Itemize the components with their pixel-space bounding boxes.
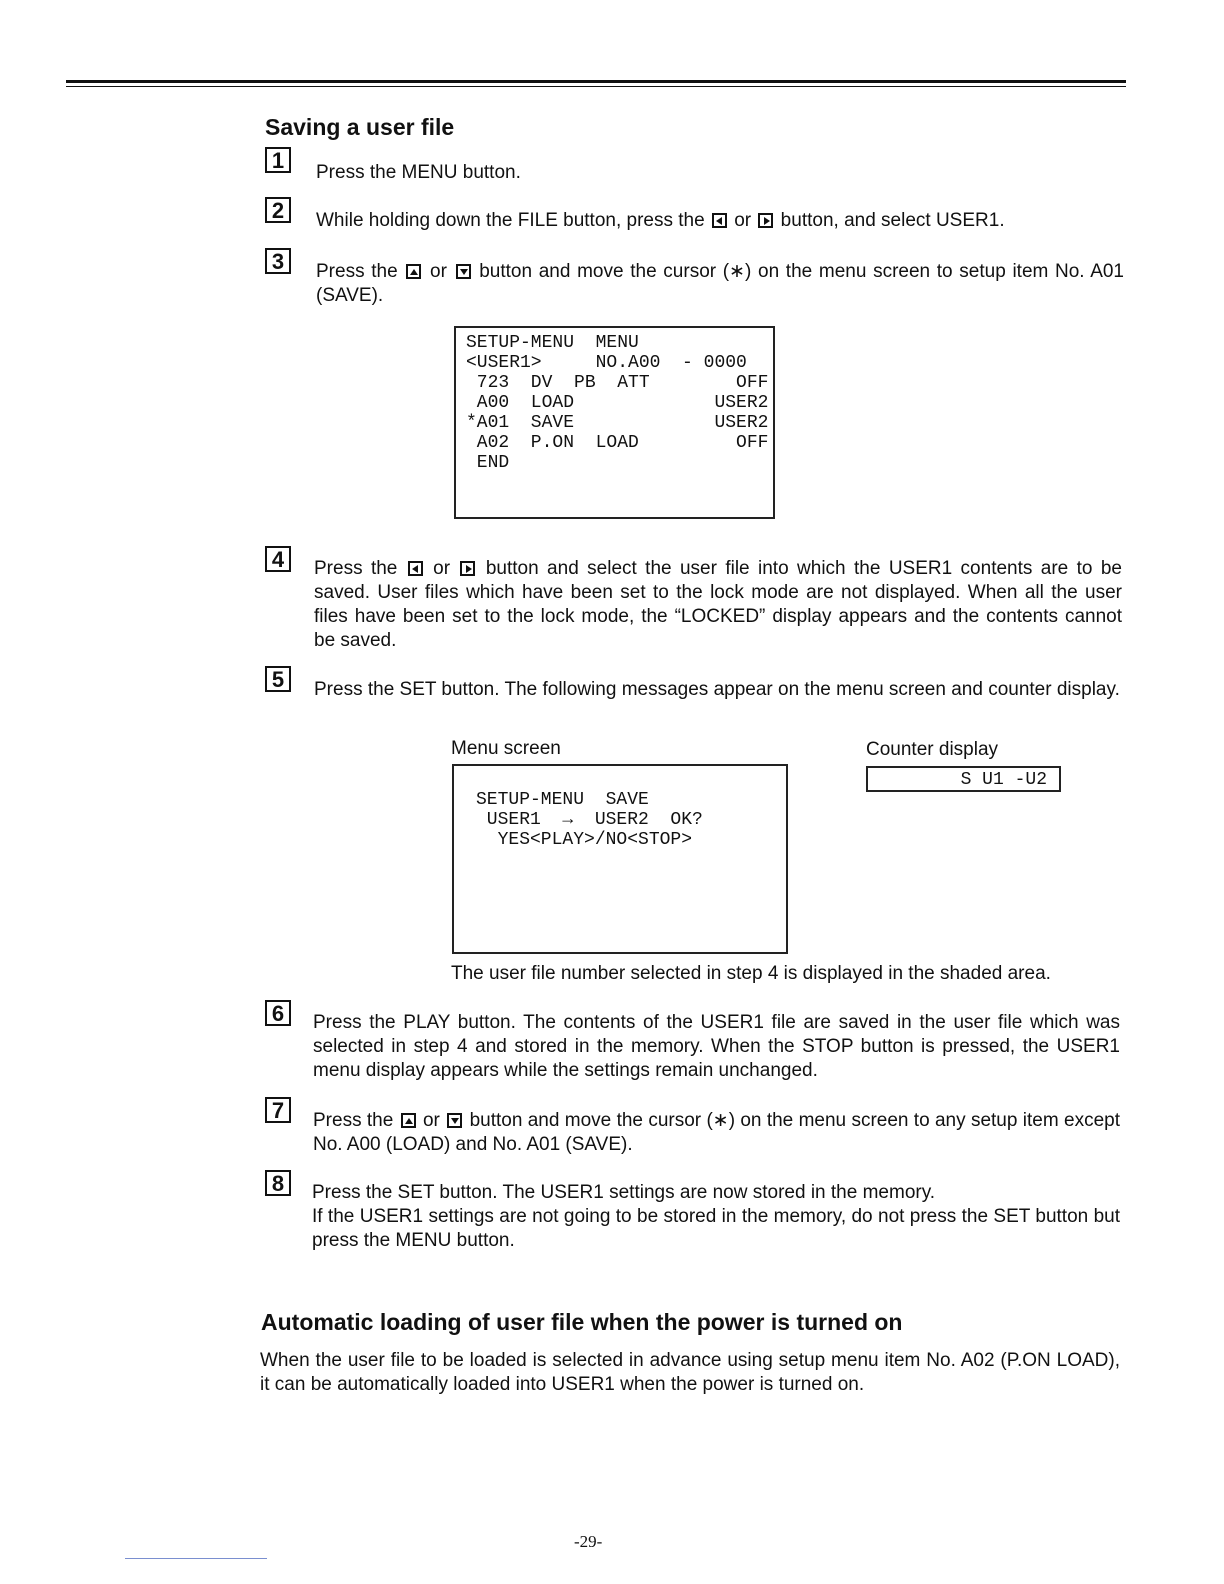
menu-screen-caption: Menu screen bbox=[451, 738, 561, 759]
counter-display bbox=[866, 766, 1061, 792]
step-6-text bbox=[313, 1011, 1120, 1083]
counter-value: S U1 -U2 bbox=[960, 770, 1047, 790]
step-7-text-part: or bbox=[417, 1110, 446, 1131]
top-rule bbox=[66, 80, 1126, 83]
step-5-text-part: Press the SET button. The following messages appear on the menu screen and counter display. bbox=[314, 679, 1120, 700]
menu-line: A02 P.ON LOAD OFF bbox=[466, 433, 769, 453]
step-number-3: 3 bbox=[265, 248, 291, 274]
step-4-text-part: or bbox=[424, 558, 459, 579]
step-3-text-part: or bbox=[423, 261, 454, 282]
menu-line: SETUP-MENU MENU bbox=[466, 333, 639, 353]
step-1-text-part: Press the MENU button. bbox=[316, 162, 521, 183]
right-arrow-key-icon bbox=[758, 213, 773, 228]
up-arrow-key-icon bbox=[401, 1113, 416, 1128]
step-number-5: 5 bbox=[265, 666, 291, 692]
down-arrow-key-icon bbox=[447, 1113, 462, 1128]
menu-line: A00 LOAD USER2 bbox=[466, 393, 769, 413]
menu-line: END bbox=[466, 453, 510, 473]
counter-display-caption: Counter display bbox=[866, 739, 999, 760]
step-number-1: 1 bbox=[265, 147, 291, 173]
step-4-text-part: button and select the user file into which the USER1 contents are to be saved. User files which have been set to the lock mode are not displayed. When all the user files have been set to the lock mode, the “LOCKED” display appears and the contents cannot be saved. bbox=[314, 558, 1123, 651]
step-number-8: 8 bbox=[265, 1170, 291, 1196]
step-3-text-part: Press the bbox=[316, 261, 405, 282]
step-6-text-part: Press the PLAY button. The contents of the USER1 file are saved in the user file which was selected in step 4 and stored in the memory. When the STOP button is pressed, the USER1 menu display appears while the settings remain unchanged. bbox=[313, 1012, 1120, 1081]
step-2-text-part: While holding down the FILE button, press the bbox=[316, 210, 710, 231]
step-8-text-part: Press the SET button. The USER1 settings are now stored in the memory. bbox=[312, 1182, 936, 1203]
down-arrow-key-icon bbox=[456, 264, 471, 279]
step-7-text-part: button and move the cursor (∗) on the menu screen to any setup item except No. A00 (LOAD) and No. A01 (SAVE). bbox=[313, 1110, 1120, 1155]
step-2-text bbox=[316, 209, 1126, 233]
step-2-text-part: or bbox=[728, 210, 757, 231]
step-4-text bbox=[314, 557, 1122, 653]
section-title-auto-load: Automatic loading of user file when the power is turned on bbox=[261, 1309, 903, 1335]
left-arrow-key-icon bbox=[712, 213, 727, 228]
step-number-4: 4 bbox=[265, 546, 291, 572]
menu-line: <USER1> NO.A00 - 0000 bbox=[466, 353, 747, 373]
step-7-text bbox=[313, 1109, 1120, 1157]
menu-line: SETUP-MENU SAVE bbox=[476, 790, 649, 810]
right-arrow-key-icon bbox=[460, 561, 475, 576]
auto-load-body: When the user file to be loaded is selected in advance using setup menu item No. A02 (P.ON LOAD), it can be automatically loaded into USER1 when the power is turned on. bbox=[260, 1350, 1120, 1395]
bottom-rule bbox=[125, 1558, 267, 1559]
step-8-text-part: If the USER1 settings are not going to be stored in the memory, do not press the SET button but press the MENU button. bbox=[312, 1206, 1120, 1251]
save-menu-screen bbox=[452, 764, 788, 954]
top-rule-thin bbox=[66, 86, 1126, 87]
step-1-text bbox=[316, 161, 1126, 185]
step-number-2: 2 bbox=[265, 197, 291, 223]
step-number-6: 6 bbox=[265, 1000, 291, 1026]
section-title-saving: Saving a user file bbox=[265, 114, 455, 140]
menu-line: 723 DV PB ATT OFF bbox=[466, 373, 769, 393]
step-8-text bbox=[312, 1181, 1120, 1253]
setup-menu-screen bbox=[454, 326, 775, 519]
menu-line: USER1 → USER2 OK? bbox=[476, 810, 703, 830]
shaded-area-note: The user file number selected in step 4 is displayed in the shaded area. bbox=[451, 963, 1051, 984]
page-number: -29- bbox=[574, 1532, 603, 1551]
step-3-text bbox=[316, 260, 1124, 308]
menu-line: YES<PLAY>/NO<STOP> bbox=[476, 830, 693, 850]
menu-line: *A01 SAVE USER2 bbox=[466, 413, 769, 433]
left-arrow-key-icon bbox=[408, 561, 423, 576]
step-3-text-part: button and move the cursor (∗) on the menu screen to setup item No. A01 (SAVE). bbox=[316, 261, 1124, 306]
step-7-text-part: Press the bbox=[313, 1110, 399, 1131]
step-5-text bbox=[314, 678, 1122, 702]
step-2-text-part: button, and select USER1. bbox=[775, 210, 1005, 231]
up-arrow-key-icon bbox=[406, 264, 421, 279]
step-number-7: 7 bbox=[265, 1097, 291, 1123]
step-4-text-part: Press the bbox=[314, 558, 406, 579]
